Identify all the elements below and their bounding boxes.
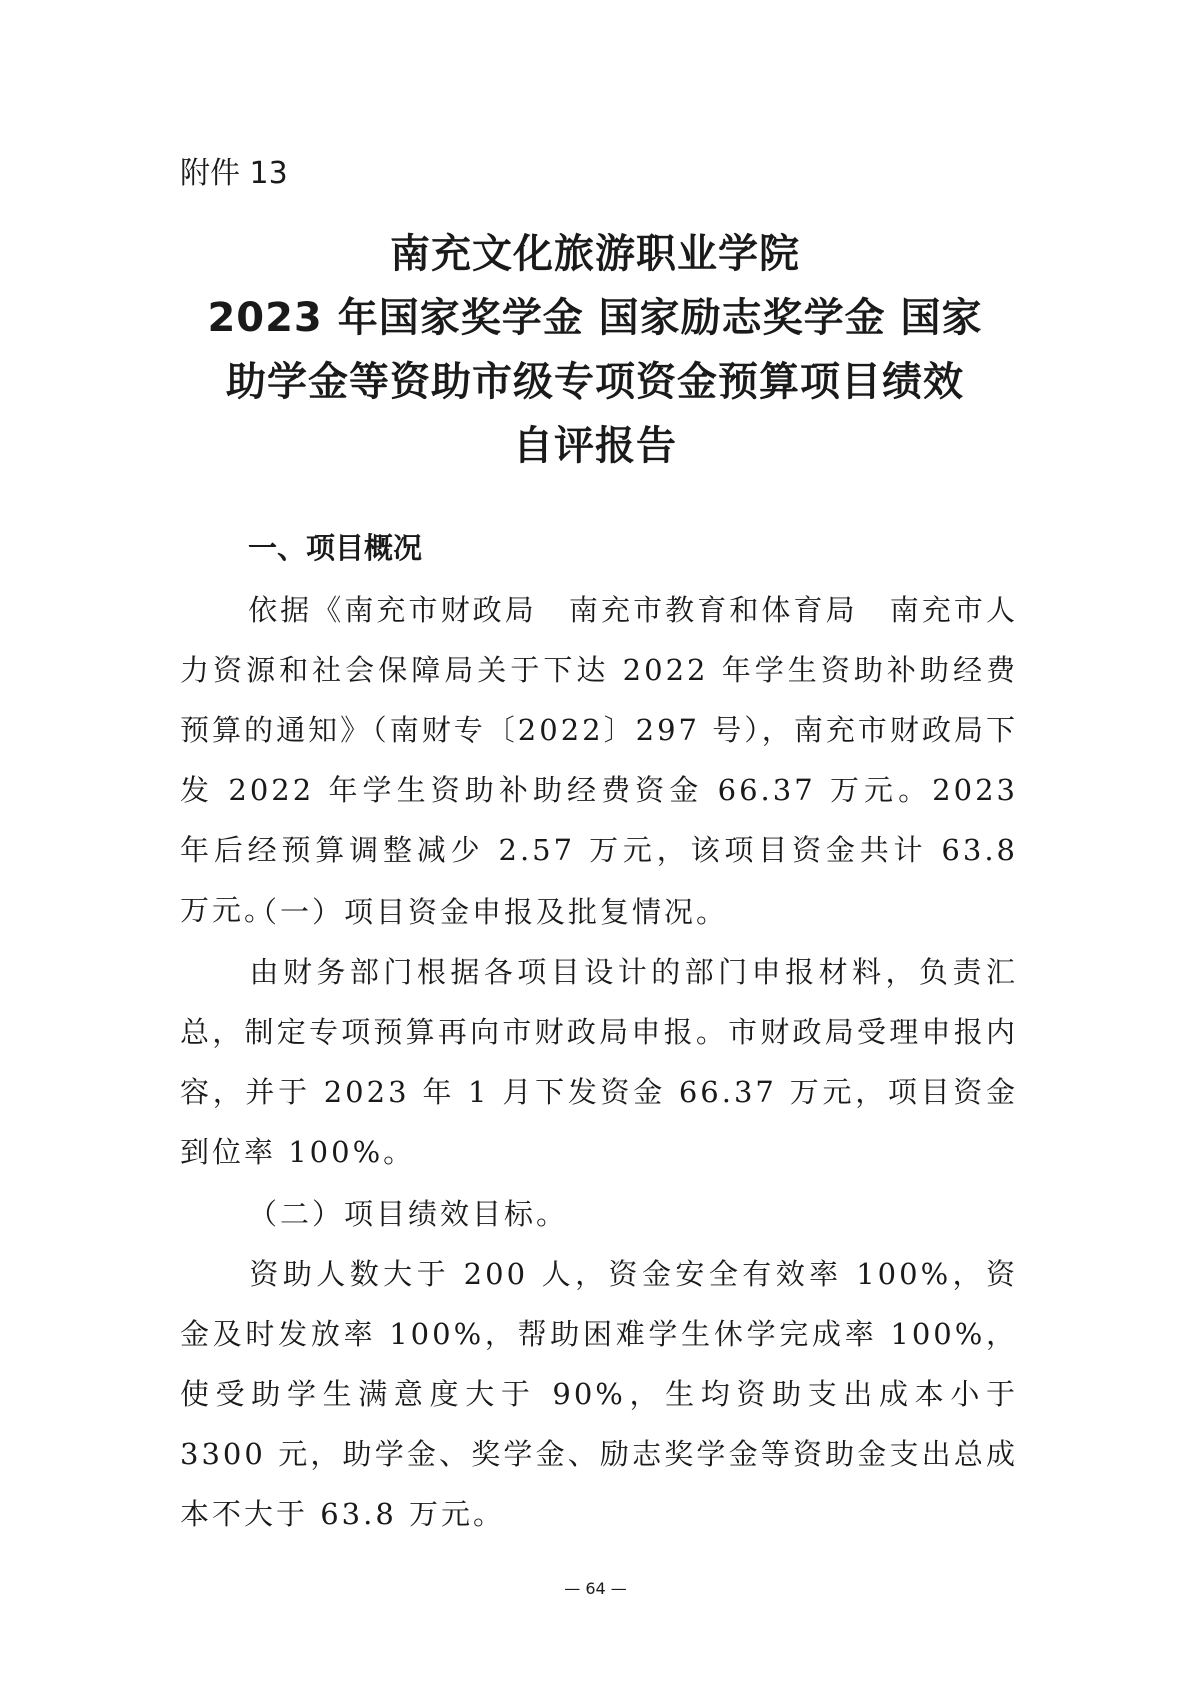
attachment-label: 附件 13	[180, 156, 288, 191]
subheading-funding-application: （一）项目资金申报及批复情况。	[248, 895, 729, 929]
page-number: — 64 —	[564, 1579, 627, 1598]
paragraph-performance-goals	[180, 1244, 1018, 1544]
subheading-performance-goals: （二）项目绩效目标。	[248, 1197, 569, 1231]
paragraph-basis-text: 依据《南充市财政局 南充市教育和体育局 南充市人力资源和社会保障局关于下达 2022 年学生资助补助经费预算的通知》（南财专〔2022〕297 号），南充市财政局下发 2022 年学生资助补助经费资金 66.37 万元。2023 年后经预算调整减少 2.57 万元，该项目资金共计 63.8 万元。	[180, 593, 1018, 927]
paragraph-funding-application	[180, 942, 1018, 1182]
paragraph-funding-application-text: 由财务部门根据各项目设计的部门申报材料，负责汇总，制定专项预算再向市财政局申报。市财政局受理申报内容，并于 2023 年 1 月下发资金 66.37 万元，项目资金到位率 100%。	[180, 955, 1018, 1169]
title-line-3: 助学金等资助市级专项资金预算项目绩效	[226, 359, 964, 405]
document-title	[150, 222, 1040, 478]
title-line-4: 自评报告	[513, 423, 677, 469]
title-line-2: 2023 年国家奖学金 国家励志奖学金 国家	[207, 295, 983, 341]
paragraph-performance-goals-text: 资助人数大于 200 人，资金安全有效率 100%，资金及时发放率 100%，帮助困难学生休学完成率 100%，使受助学生满意度大于 90%，生均资助支出成本小于 3300 元，助学金、奖学金、励志奖学金等资助金支出总成本不大于 63.8 万元。	[180, 1257, 1018, 1531]
section-heading-overview: 一、项目概况	[248, 531, 423, 565]
title-line-1: 南充文化旅游职业学院	[390, 231, 800, 277]
